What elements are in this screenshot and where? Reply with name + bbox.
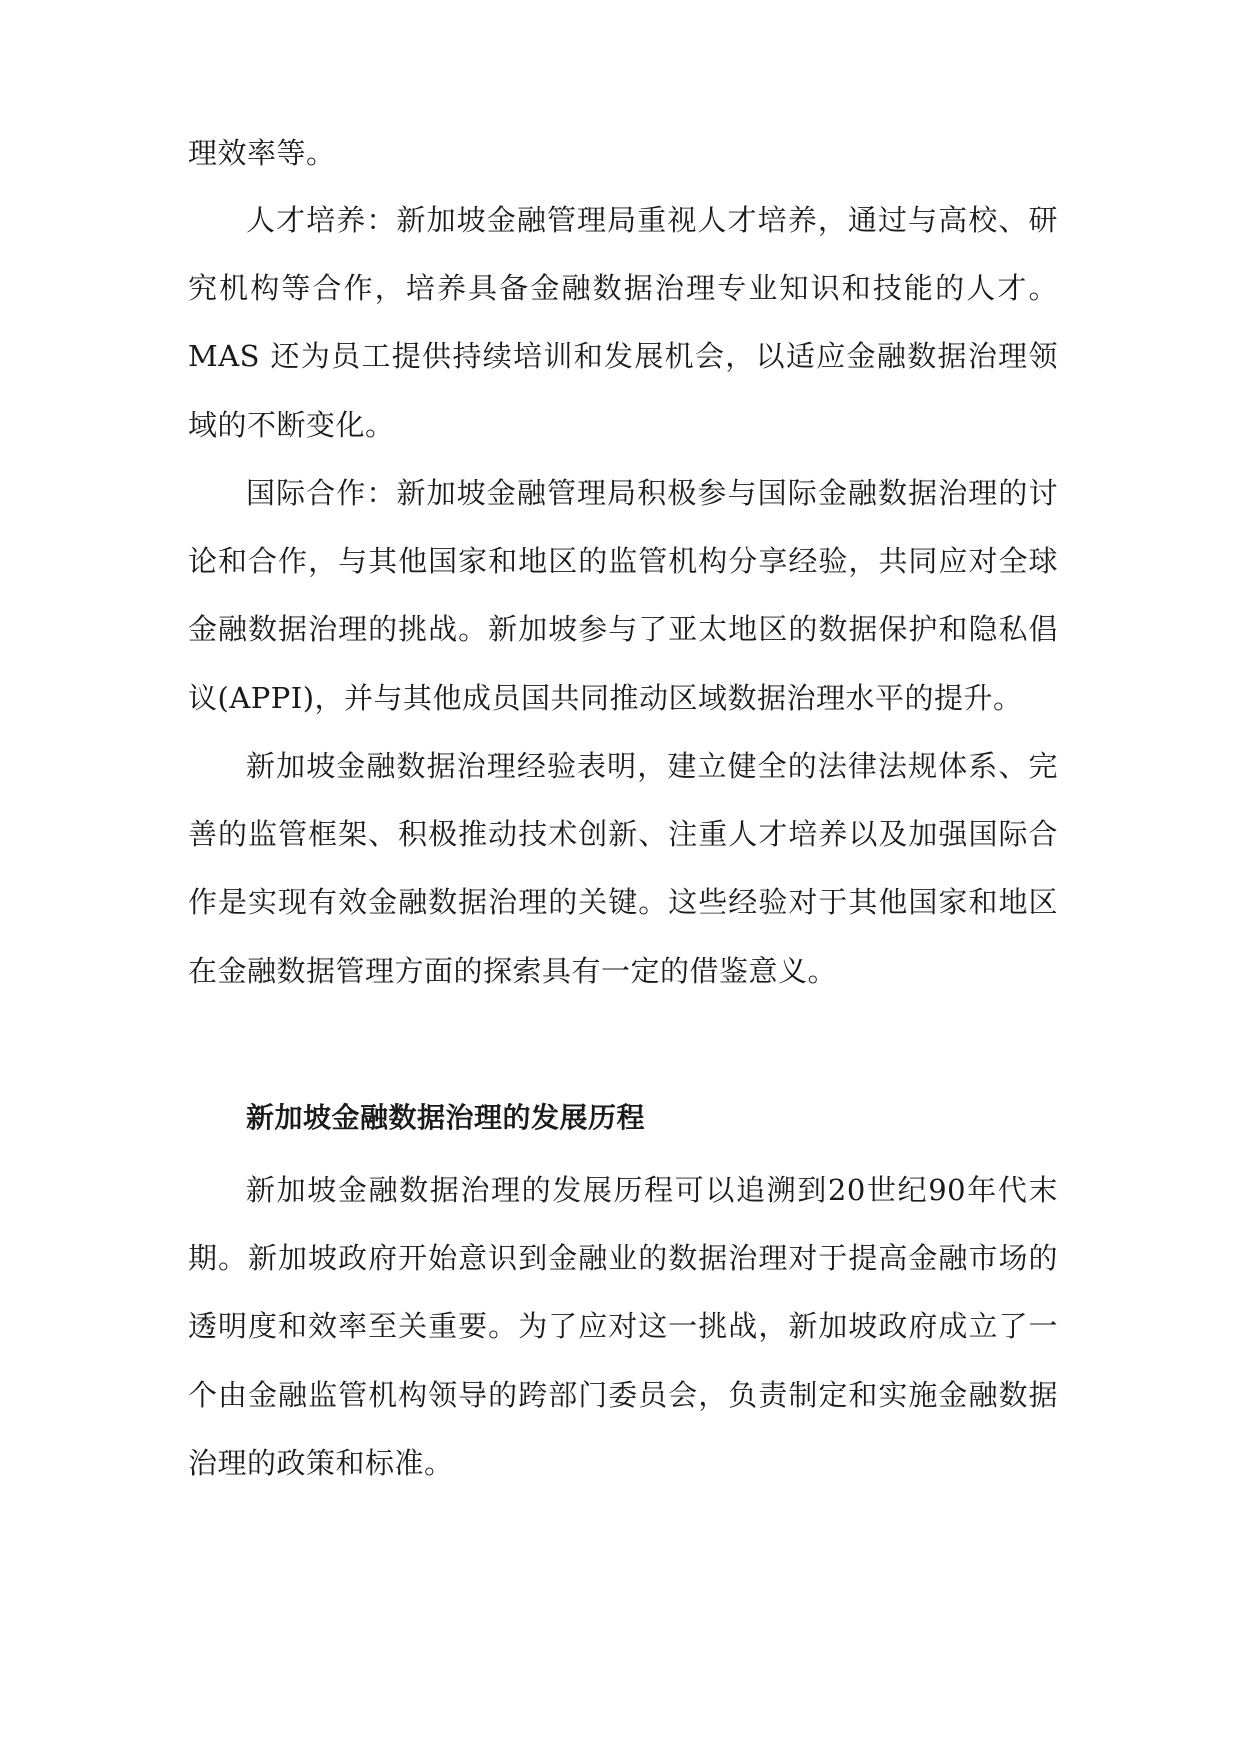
section-heading: 新加坡金融数据治理的发展历程 [246, 1101, 646, 1134]
paragraph-continuation: 理效率等。 [188, 136, 336, 170]
paragraph-development-history: 新加坡金融数据治理的发展历程可以追溯到20世纪90年代末期。新加坡政府开始意识到金融业的数据治理对于提高金融市场的透明度和效率至关重要。为了应对这一挑战，新加坡政府成立了一个由金融监管机构领导的跨部门委员会，负责制定和实施金融数据治理的政策和标准。 [188, 1173, 1058, 1480]
paragraph-international-cooperation: 国际合作：新加坡金融管理局积极参与国际金融数据治理的讨论和合作，与其他国家和地区的监管机构分享经验，共同应对全球金融数据治理的挑战。新加坡参与了亚太地区的数据保护和隐私倡议(APPI)，并与其他成员国共同推动区域数据治理水平的提升。 [188, 476, 1058, 715]
paragraph-talent-training: 人才培养：新加坡金融管理局重视人才培养，通过与高校、研究机构等合作，培养具备金融数据治理专业知识和技能的人才。MAS 还为员工提供持续培训和发展机会，以适应金融数据治理领域的不断变化。 [188, 203, 1058, 442]
paragraph-experience-summary: 新加坡金融数据治理经验表明，建立健全的法律法规体系、完善的监管框架、积极推动技术创新、注重人才培养以及加强国际合作是实现有效金融数据治理的关键。这些经验对于其他国家和地区在金融数据管理方面的探索具有一定的借鉴意义。 [188, 749, 1058, 988]
